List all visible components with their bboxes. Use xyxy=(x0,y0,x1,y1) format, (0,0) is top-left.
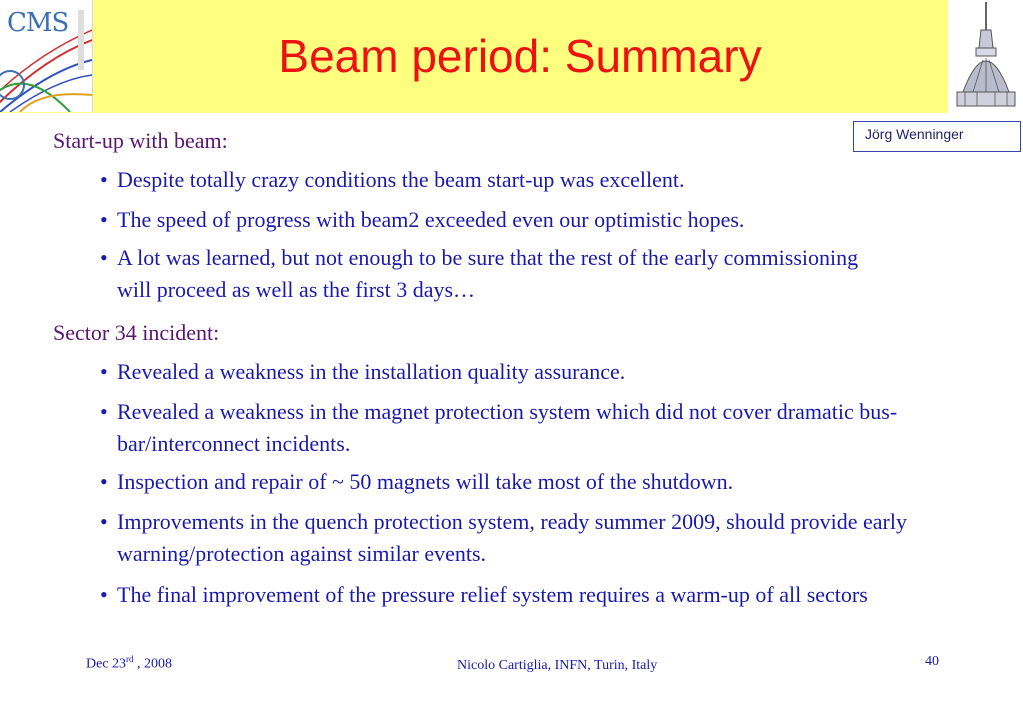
footer-presenter: Nicolo Cartiglia, INFN, Turin, Italy xyxy=(457,658,658,673)
bullet-dot: • xyxy=(100,245,108,270)
bullet-text: Despite totally crazy conditions the beam start-up was excellent. xyxy=(117,167,685,192)
bullet-text: Improvements in the quench protection system, ready summer 2009, should provide early warning/protection against similar events. xyxy=(117,509,907,566)
bullet-dot: • xyxy=(100,167,108,192)
cms-logo xyxy=(0,0,93,112)
page-number: 40 xyxy=(925,654,939,669)
bullet-text: Revealed a weakness in the installation quality assurance. xyxy=(117,359,626,384)
bullet-dot: • xyxy=(100,399,108,424)
bullet-text: A lot was learned, but not enough to be sure that the rest of the early commissioning will proceed as well as the first 3 days… xyxy=(117,245,859,302)
mole-antonelliana-logo xyxy=(949,0,1023,112)
bullet-text: Inspection and repair of ~ 50 magnets will take most of the shutdown. xyxy=(117,469,734,494)
bullet-item xyxy=(100,356,940,388)
bullet-text: The speed of progress with beam2 exceeded even our optimistic hopes. xyxy=(117,207,745,232)
author-box: Jörg Wenninger xyxy=(853,121,1021,152)
bullet-dot: • xyxy=(100,359,108,384)
cms-logo-text: CMS xyxy=(7,8,69,38)
bullet-item xyxy=(100,466,940,498)
section-heading-sector34: Sector 34 incident: xyxy=(53,320,220,345)
bullet-text: The final improvement of the pressure relief system requires a warm-up of all sectors xyxy=(117,582,868,607)
bullet-item xyxy=(100,506,930,570)
bullet-dot: • xyxy=(100,582,108,607)
page-title: Beam period: Summary xyxy=(278,30,762,82)
bullet-dot: • xyxy=(100,509,108,534)
bullet-text: Revealed a weakness in the magnet protection system which did not cover dramatic bus-bar/interconnect incidents. xyxy=(117,399,898,456)
bullet-dot: • xyxy=(100,469,108,494)
bullet-item xyxy=(100,164,940,196)
bullet-item xyxy=(100,576,940,614)
footer-date: Dec 23rd , 2008 xyxy=(86,654,173,672)
bullet-item xyxy=(100,396,920,460)
bullet-item xyxy=(100,242,860,306)
section-heading-startup: Start-up with beam: xyxy=(53,128,228,153)
bullet-dot: • xyxy=(100,207,108,232)
bullet-item xyxy=(100,204,940,236)
